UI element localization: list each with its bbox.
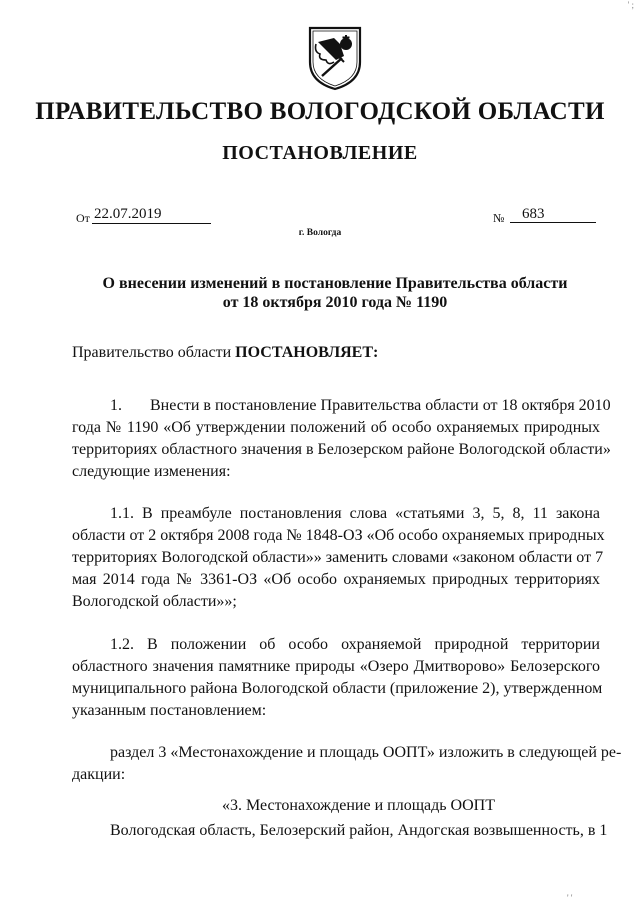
text-line: Вологодская область, Белозерский район, Андогская возвышенность, в 1 (110, 822, 608, 839)
date-label: От (76, 211, 90, 225)
document-type-heading: ПОСТАНОВЛЕНИЕ (222, 142, 418, 164)
text-line: мая 2014 года № 3361-ОЗ «Об особо охраняемых природных территориях (72, 571, 600, 588)
text-line: 1. Внести в постановление Правительства области от 18 октября 2010 (110, 397, 611, 414)
paragraph-1-2 (72, 634, 603, 722)
paragraph-last (72, 820, 608, 842)
text-line: областного значения памятнике природы «Озеро Дмитворово» Белозерского (72, 658, 600, 675)
text-line: территориях областного значения в Белозерском районе Вологодской области» (72, 441, 611, 458)
decree-prefix: Правительство области (72, 344, 232, 361)
number-label: № (493, 211, 505, 225)
text-line: раздел 3 «Местонахождение и площадь ООПТ» изложить в следующей ре- (110, 744, 622, 761)
paragraph-section (72, 742, 622, 786)
text-line: 1.1. В преамбуле постановления слова «статьями 3, 5, 8, 11 закона (110, 505, 600, 522)
text-line: следующие изменения: (72, 463, 231, 480)
decree-statement (72, 344, 378, 362)
text-line: дакции: (72, 766, 126, 783)
scan-mark: ' ; (627, 0, 634, 10)
coat-of-arms-emblem (304, 22, 366, 92)
document-date: 22.07.2019 (92, 205, 211, 224)
decree-verb: ПОСТАНОВЛЯЕТ: (235, 344, 379, 361)
paragraph-1 (72, 395, 611, 483)
document-number: 683 (510, 205, 596, 223)
title-line: О внесении изменений в постановление Правительства области (102, 275, 568, 292)
title-line: от 18 октября 2010 года № 1190 (222, 294, 448, 311)
text-line: года № 1190 «Об утверждении положений об особо охраняемых природных (72, 419, 600, 436)
government-heading: ПРАВИТЕЛЬСТВО ВОЛОГОДСКОЙ ОБЛАСТИ (35, 98, 605, 125)
text-line: области от 2 октября 2008 года № 1848-ОЗ «Об особо охраняемых природных (72, 527, 605, 544)
text-line: территориях Вологодской области»» заменить словами «законом области от 7 (72, 549, 604, 566)
text-line: муниципального района Вологодской области (приложение 2), утвержденном (72, 680, 603, 697)
document-title (70, 274, 600, 312)
scan-mark: ' ' (567, 893, 573, 903)
city-name: г. Вологда (298, 228, 342, 238)
text-line: Вологодской области»»; (72, 593, 237, 610)
text-line: указанным постановлением: (72, 702, 267, 719)
paragraph-1-1 (72, 503, 605, 613)
quote-heading: «3. Местонахождение и площадь ООПТ (222, 797, 495, 814)
text-line: 1.2. В положении об особо охраняемой природной территории (110, 636, 600, 653)
